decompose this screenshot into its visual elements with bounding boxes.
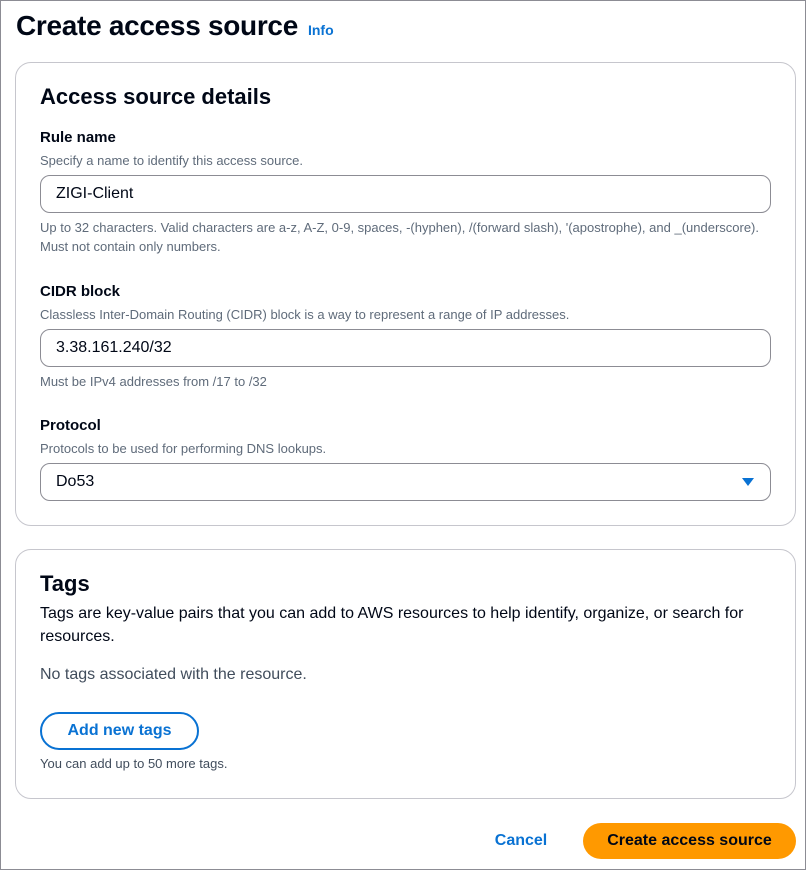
rule-name-constraint: Up to 32 characters. Valid characters are a-z, A-Z, 0-9, spaces, -(hyphen), /(forward slash), '(apostrophe), and _(underscore). Must not contain only numbers. — [40, 220, 759, 254]
no-tags-message: No tags associated with the resource. — [40, 666, 307, 683]
protocol-selected-value: Do53 — [56, 473, 95, 490]
add-new-tags-button[interactable]: Add new tags — [40, 712, 199, 750]
rule-name-description: Specify a name to identify this access source. — [40, 153, 304, 168]
cidr-block-constraint: Must be IPv4 addresses from /17 to /32 — [40, 374, 267, 389]
tags-section-title: Tags — [40, 571, 90, 596]
tags-description: Tags are key-value pairs that you can add to AWS resources to help identify, organize, or search for resources. — [40, 605, 744, 645]
tags-card — [15, 549, 796, 799]
details-section-title: Access source details — [40, 84, 272, 109]
rule-name-input[interactable] — [40, 175, 771, 213]
caret-down-icon — [741, 477, 755, 487]
rule-name-label: Rule name — [40, 129, 116, 146]
cancel-button[interactable]: Cancel — [480, 823, 562, 859]
access-source-details-card — [15, 62, 796, 526]
protocol-description: Protocols to be used for performing DNS lookups. — [40, 441, 327, 456]
protocol-select[interactable] — [40, 463, 771, 501]
info-link[interactable]: Info — [307, 22, 334, 38]
page-header — [16, 8, 334, 44]
cidr-block-input[interactable] — [40, 329, 771, 367]
cidr-block-label: CIDR block — [40, 283, 121, 300]
protocol-label: Protocol — [40, 417, 101, 434]
cidr-block-description: Classless Inter-Domain Routing (CIDR) block is a way to represent a range of IP addresses. — [40, 307, 570, 322]
create-access-source-button[interactable]: Create access source — [583, 823, 796, 859]
tags-limit-hint: You can add up to 50 more tags. — [40, 756, 228, 771]
page-title: Create access source — [16, 10, 298, 41]
